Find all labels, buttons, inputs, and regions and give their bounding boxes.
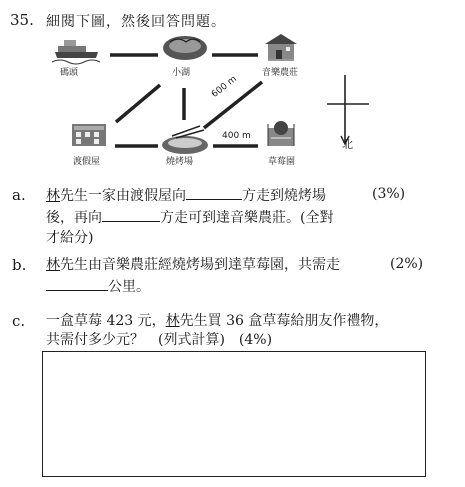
strawberry-icon (268, 121, 294, 146)
resort-icon (72, 124, 106, 146)
part-a-name: 林 (46, 188, 60, 204)
part-c-label: c. (12, 312, 26, 330)
part-b-line1: 林先生由音樂農莊經燒烤場到達草莓園，共需走 (46, 257, 340, 273)
label-resort: 渡假屋 (73, 157, 101, 167)
part-a-blank-2[interactable] (102, 207, 160, 222)
part-b-marks: (2%) (390, 256, 424, 272)
part-a-blank-1[interactable] (186, 185, 242, 200)
bbq-icon (162, 126, 208, 154)
label-bbq: 燒烤場 (166, 157, 194, 167)
label-music-farm: 音樂農莊 (262, 68, 299, 78)
compass-north-label: 北 (342, 138, 353, 151)
part-a-label: a. (12, 186, 26, 204)
part-a-line3: 才給分) (46, 230, 94, 246)
distance-bbq-music-farm: 600 m (210, 74, 239, 100)
question-number: 35. (10, 11, 34, 29)
part-b-name: 林 (46, 257, 60, 273)
label-strawberry: 草莓園 (268, 157, 296, 167)
road-lake-resort (116, 85, 160, 122)
part-a-line2: 後，再向 方走可到達音樂農莊。(全對 (46, 207, 333, 229)
part-b-blank[interactable] (46, 276, 108, 291)
part-a-marks: (3%) (372, 186, 406, 202)
label-pier: 碼頭 (60, 68, 79, 78)
part-b-label: b. (12, 256, 27, 274)
music-farm-icon (265, 34, 297, 60)
map-diagram (0, 0, 465, 200)
part-b-line2: 公里。 (46, 276, 150, 298)
distance-bbq-strawberry: 400 m (222, 131, 251, 141)
part-c-name: 林 (165, 313, 180, 329)
lake-icon (163, 36, 207, 60)
label-lake: 小湖 (172, 68, 191, 78)
part-a-line1: 林先生一家由渡假屋向 方走到燒烤場 (46, 185, 326, 207)
answer-box[interactable] (42, 351, 426, 477)
part-c-line1: 一盒草莓 423 元，林先生買 36 盒草莓給朋友作禮物， (46, 313, 389, 329)
pier-icon (52, 40, 100, 64)
part-c-line2: 共需付多少元？ (列式計算) (4%) (46, 332, 273, 348)
compass-icon (327, 75, 369, 144)
question-instruction: 細閱下圖，然後回答問題。 (46, 14, 226, 30)
